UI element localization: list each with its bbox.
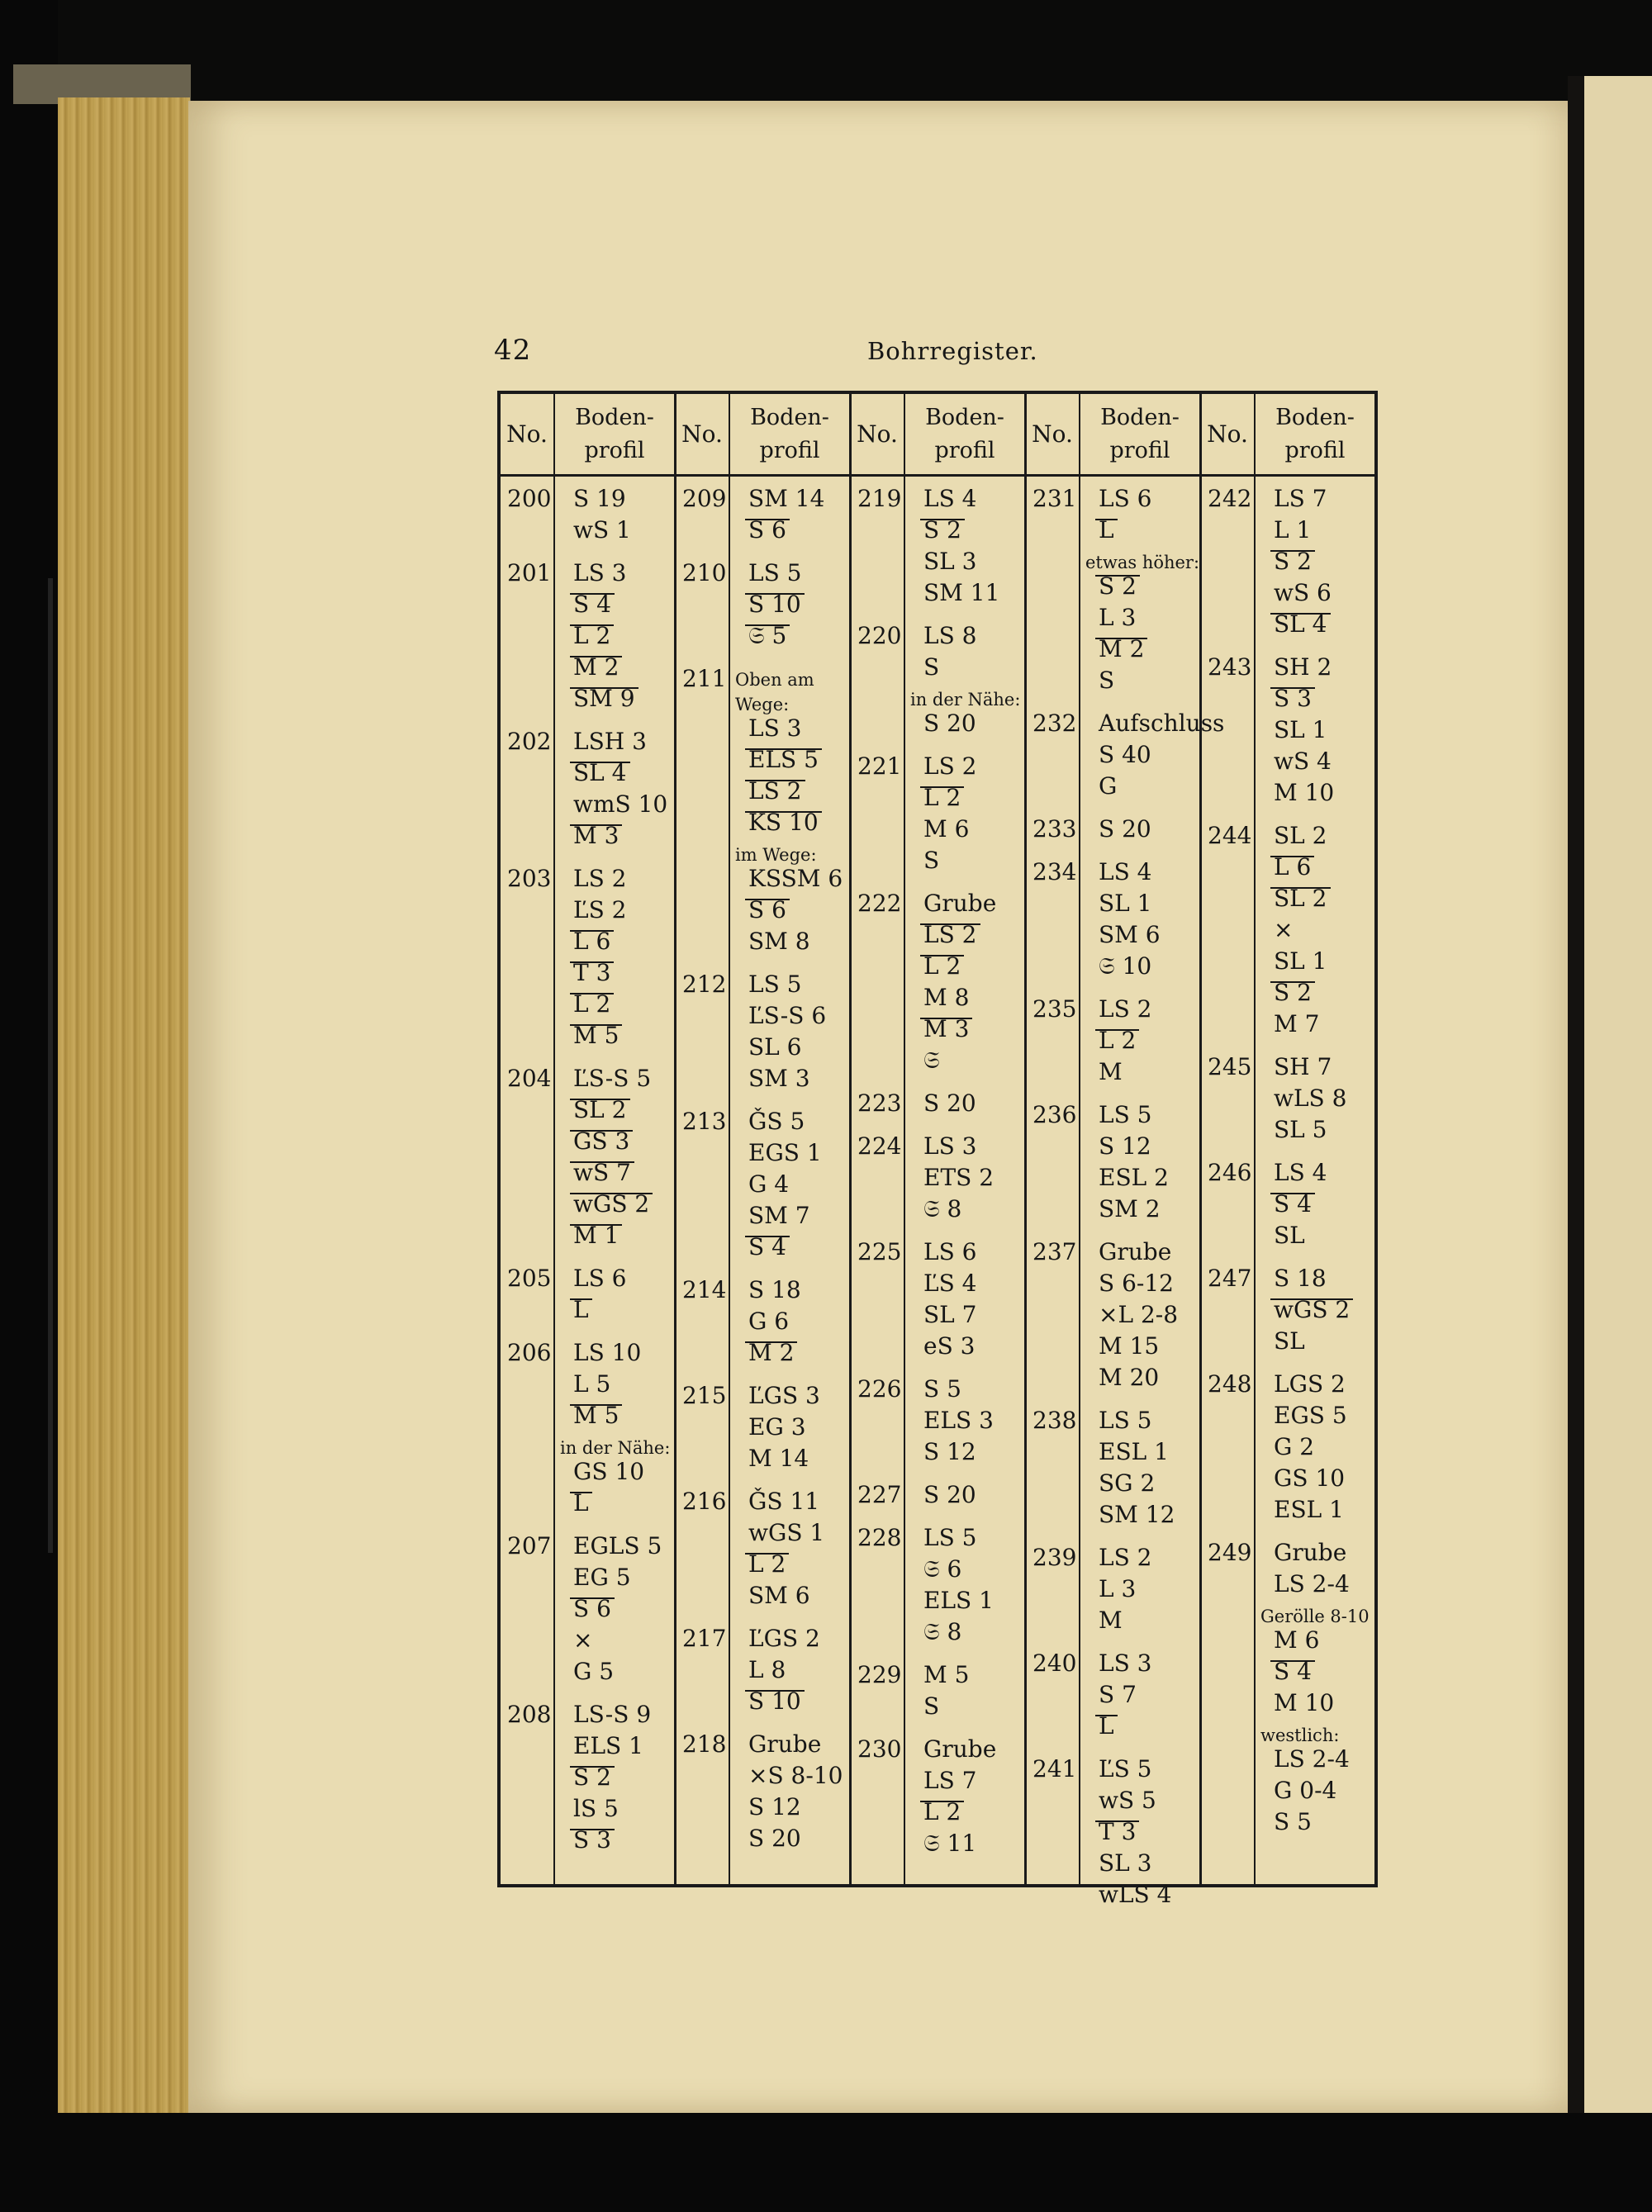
profile-layer: LS 8 [923, 622, 977, 649]
profile-layer: wGS 1 [748, 1519, 825, 1546]
profile-layer: S 20 [923, 1089, 976, 1117]
profile-layer: M 6 [1274, 1626, 1320, 1654]
subcolumn-rule [1079, 394, 1080, 1884]
profile-layer: SL [1274, 1222, 1305, 1249]
profile-layer: SL 6 [748, 1033, 802, 1061]
profile-layer: S 6 [748, 896, 786, 923]
profile-layer: G [1099, 772, 1118, 800]
bore-number: 212 [682, 971, 727, 998]
profile-layer: S 4 [573, 591, 611, 618]
header-profile: Boden- profil [925, 404, 1004, 463]
running-title: Bohrregister. [867, 337, 1038, 365]
profile-note: im Wege: [735, 845, 817, 865]
profile-note: in der Nähe: [910, 690, 1021, 710]
profile-layer: M 7 [1274, 1010, 1320, 1037]
profile-layer: S 2 [1274, 979, 1312, 1006]
bore-number: 225 [857, 1238, 902, 1265]
profile-layer: M [1099, 1058, 1123, 1085]
profile-layer: LS 3 [573, 559, 627, 586]
header-profile: Boden- profil [750, 404, 829, 463]
profile-layer: × [573, 1626, 593, 1654]
profile-note: Oben am [735, 670, 814, 690]
facing-page-edge [1584, 76, 1652, 2116]
profile-layer: LS 2 [1099, 1544, 1152, 1571]
profile-layer: LGS 2 [1274, 1370, 1346, 1398]
profile-layer: LS 5 [748, 971, 802, 998]
profile-layer: ESL 2 [1099, 1164, 1169, 1191]
profile-layer: Grube [748, 1730, 822, 1758]
profile-layer: ǦS 5 [748, 1108, 805, 1135]
profile-layer: M [1099, 1607, 1123, 1634]
profile-layer: L [1099, 516, 1114, 544]
profile-layer: wLS 8 [1274, 1085, 1347, 1112]
profile-layer: 𝔖 11 [923, 1830, 977, 1857]
profile-layer: SM 14 [748, 485, 825, 512]
bore-number: 246 [1208, 1159, 1252, 1186]
profile-layer: LS 4 [1099, 858, 1152, 885]
bore-number: 240 [1032, 1650, 1077, 1677]
bore-number: 218 [682, 1730, 727, 1758]
profile-layer: 𝔖 8 [923, 1618, 962, 1645]
bore-number: 226 [857, 1375, 902, 1403]
bore-number: 234 [1032, 858, 1077, 885]
profile-layer: EG 5 [573, 1564, 631, 1591]
header-profile: Boden- profil [1100, 404, 1180, 463]
profile-layer: 𝔖 5 [748, 622, 787, 649]
subcolumn-rule [1254, 394, 1256, 1884]
bore-number: 233 [1032, 815, 1077, 843]
bore-number: 224 [857, 1132, 902, 1160]
profile-layer: SM 11 [923, 579, 1000, 606]
bore-register-table [497, 391, 1378, 1908]
bore-number: 216 [682, 1488, 727, 1515]
profile-layer: wLS 4 [1099, 1881, 1172, 1908]
profile-layer: SL 4 [573, 759, 627, 786]
profile-layer: S 20 [1099, 815, 1151, 843]
profile-layer: L 2 [923, 952, 961, 980]
profile-layer: M 1 [573, 1222, 620, 1249]
profile-layer: LS 6 [573, 1265, 627, 1292]
profile-layer: L 3 [1099, 1575, 1137, 1602]
profile-layer: LS 2 [1099, 995, 1152, 1023]
profile-layer: S 19 [573, 485, 626, 512]
profile-layer: EGLS 5 [573, 1532, 662, 1559]
profile-layer: L [573, 1296, 589, 1323]
profile-layer: Grube [1274, 1539, 1347, 1566]
profile-layer: S 2 [573, 1763, 611, 1791]
profile-layer: SL 7 [923, 1301, 977, 1328]
profile-layer: M 5 [923, 1661, 970, 1688]
profile-layer: G 6 [748, 1308, 790, 1335]
profile-layer: ĽS 5 [1099, 1755, 1152, 1782]
bore-number: 238 [1032, 1407, 1077, 1434]
profile-layer: L 1 [1274, 516, 1312, 544]
profile-layer: LS 2-4 [1274, 1745, 1350, 1773]
profile-layer: S 4 [748, 1233, 786, 1260]
profile-layer: SL 1 [1099, 890, 1152, 917]
profile-layer: LS 3 [923, 1132, 977, 1160]
profile-layer: KS 10 [748, 809, 819, 836]
profile-layer: LS 4 [923, 485, 977, 512]
profile-layer: S 12 [748, 1793, 801, 1820]
profile-layer: S 6 [573, 1595, 611, 1622]
profile-layer: GS 10 [1274, 1464, 1346, 1492]
profile-layer: wS 4 [1274, 748, 1332, 775]
profile-layer: EGS 1 [748, 1139, 822, 1166]
header-no: No. [1207, 420, 1248, 448]
profile-layer: ELS 1 [923, 1587, 994, 1614]
profile-layer: M 2 [1099, 635, 1145, 662]
profile-layer: LSH 3 [573, 728, 647, 755]
bore-number: 232 [1032, 710, 1077, 737]
bore-number: 208 [507, 1701, 552, 1728]
bore-number: 223 [857, 1089, 902, 1117]
header-no: No. [1032, 420, 1073, 448]
profile-layer: L [573, 1489, 589, 1517]
profile-layer: × [1274, 916, 1294, 943]
profile-layer: LS 10 [573, 1339, 642, 1366]
profile-layer: KSSM 6 [748, 865, 843, 892]
profile-layer: S 12 [923, 1438, 976, 1465]
profile-layer: 𝔖 8 [923, 1195, 962, 1222]
profile-note: etwas höher: [1085, 553, 1200, 572]
profile-layer: S 5 [923, 1375, 961, 1403]
profile-layer: 𝔖 [923, 1047, 940, 1074]
profile-layer: S 10 [748, 591, 801, 618]
header-no: No. [506, 420, 548, 448]
bore-number: 203 [507, 865, 552, 892]
profile-layer: LS-S 9 [573, 1701, 652, 1728]
profile-layer: M 2 [748, 1339, 795, 1366]
profile-layer: wS 5 [1099, 1787, 1156, 1814]
profile-layer: LS 2 [573, 865, 627, 892]
profile-layer: SL [1274, 1327, 1305, 1355]
profile-layer: M 3 [923, 1015, 970, 1042]
profile-layer: LS 7 [1274, 485, 1327, 512]
profile-layer: SG 2 [1099, 1469, 1156, 1497]
profile-layer: eS 3 [923, 1332, 976, 1360]
profile-note: Wege: [735, 695, 790, 714]
profile-layer: wS 7 [573, 1159, 631, 1186]
profile-layer: S [1099, 667, 1115, 694]
profile-layer: L 2 [923, 784, 961, 811]
bore-number: 201 [507, 559, 552, 586]
bore-number: 214 [682, 1276, 727, 1303]
bore-number: 239 [1032, 1544, 1077, 1571]
profile-layer: ×L 2-8 [1099, 1301, 1179, 1328]
bore-number: 230 [857, 1735, 902, 1763]
profile-layer: S 4 [1274, 1658, 1312, 1685]
header-profile: Boden- profil [575, 404, 654, 463]
bore-number: 206 [507, 1339, 552, 1366]
bore-number: 210 [682, 559, 727, 586]
profile-layer: LS 2-4 [1274, 1570, 1350, 1597]
profile-layer: LS 7 [923, 1767, 977, 1794]
profile-layer: ĽS 4 [923, 1270, 977, 1297]
profile-layer: M 3 [573, 822, 620, 849]
profile-layer: S 7 [1099, 1681, 1137, 1708]
profile-layer: M 10 [1274, 1689, 1335, 1716]
bore-number: 204 [507, 1065, 552, 1092]
profile-layer: L 5 [573, 1370, 611, 1398]
profile-layer: L 2 [573, 622, 611, 649]
profile-layer: GS 10 [573, 1458, 645, 1485]
column-rule [849, 394, 852, 1884]
profile-layer: SH 7 [1274, 1053, 1332, 1080]
profile-layer: S 2 [1099, 572, 1137, 600]
profile-layer: S 18 [748, 1276, 801, 1303]
bore-number: 200 [507, 485, 552, 512]
profile-layer: SL 3 [923, 548, 977, 575]
profile-layer: LS 4 [1274, 1159, 1327, 1186]
profile-layer: ELS 1 [573, 1732, 643, 1759]
profile-layer: wGS 2 [1274, 1296, 1351, 1323]
profile-layer: SL 4 [1274, 610, 1327, 638]
bore-number: 229 [857, 1661, 902, 1688]
bore-number: 215 [682, 1382, 727, 1409]
profile-layer: wGS 2 [573, 1190, 650, 1218]
profile-layer: L 6 [573, 928, 611, 955]
subcolumn-rule [553, 394, 555, 1884]
profile-layer: ETS 2 [923, 1164, 995, 1191]
profile-layer: L 3 [1099, 604, 1137, 631]
binding-mark [48, 578, 53, 1553]
profile-layer: SL 2 [573, 1096, 627, 1123]
profile-layer: LS 6 [923, 1238, 977, 1265]
profile-layer: S 6-12 [1099, 1270, 1174, 1297]
bore-number: 222 [857, 890, 902, 917]
profile-layer: S 2 [923, 516, 961, 544]
column-rule [674, 394, 676, 1884]
bore-number: 244 [1208, 822, 1252, 849]
bore-number: 209 [682, 485, 727, 512]
profile-layer: S 4 [1274, 1190, 1312, 1218]
profile-layer: S 2 [1274, 548, 1312, 575]
profile-layer: SL 2 [1274, 822, 1327, 849]
profile-note: Gerölle 8-10 [1260, 1607, 1370, 1626]
profile-layer: SL 1 [1274, 947, 1327, 975]
profile-layer: ESL 1 [1274, 1496, 1344, 1523]
bore-number: 235 [1032, 995, 1077, 1023]
profile-layer: S 20 [923, 1481, 976, 1508]
profile-layer: ĽS-S 6 [748, 1002, 827, 1029]
profile-layer: G 0-4 [1274, 1777, 1337, 1804]
profile-layer: S 20 [748, 1825, 801, 1852]
profile-layer: SM 7 [748, 1202, 810, 1229]
profile-layer: S 5 [1274, 1808, 1312, 1835]
page-number: 42 [494, 334, 532, 367]
bore-number: 202 [507, 728, 552, 755]
profile-layer: S 40 [1099, 741, 1151, 768]
profile-layer: M 5 [573, 1402, 620, 1429]
profile-layer: ĽS 2 [573, 896, 627, 923]
header-no: No. [681, 420, 723, 448]
profile-note: westlich: [1260, 1725, 1340, 1745]
profile-layer: L 2 [1099, 1027, 1137, 1054]
profile-layer: LS 5 [1099, 1407, 1152, 1434]
bore-number: 231 [1032, 485, 1077, 512]
profile-layer: SM 9 [573, 685, 635, 712]
header-no: No. [857, 420, 898, 448]
profile-layer: lS 5 [573, 1795, 619, 1822]
bore-number: 247 [1208, 1265, 1252, 1292]
profile-layer: SM 3 [748, 1065, 810, 1092]
profile-layer: M 14 [748, 1445, 809, 1472]
profile-layer: SH 2 [1274, 653, 1332, 681]
profile-layer: SM 6 [1099, 921, 1161, 948]
profile-layer: Grube [1099, 1238, 1172, 1265]
profile-layer: S 10 [748, 1687, 801, 1715]
bottom-shadow [0, 2113, 1652, 2212]
profile-layer: SM 6 [748, 1582, 810, 1609]
profile-layer: ELS 3 [923, 1407, 994, 1434]
profile-layer: Grube [923, 1735, 997, 1763]
profile-layer: G 2 [1274, 1433, 1315, 1460]
profile-layer: S [923, 847, 940, 874]
page-edges [58, 97, 190, 2113]
bore-number: 236 [1032, 1101, 1077, 1128]
profile-layer: wmS 10 [573, 790, 668, 818]
gutter [1568, 76, 1586, 2116]
profile-layer: S [923, 1692, 940, 1720]
bore-number: 241 [1032, 1755, 1077, 1782]
profile-layer: S 12 [1099, 1132, 1151, 1160]
profile-layer: LS 6 [1099, 485, 1152, 512]
bore-number: 242 [1208, 485, 1252, 512]
profile-layer: L 6 [1274, 853, 1312, 881]
bore-number: 220 [857, 622, 902, 649]
profile-layer: T 3 [573, 959, 611, 986]
profile-layer: M 10 [1274, 779, 1335, 806]
profile-layer: SL 5 [1274, 1116, 1327, 1143]
profile-layer: S [923, 653, 940, 681]
profile-layer: M 5 [573, 1022, 620, 1049]
profile-layer: L 2 [748, 1550, 786, 1578]
profile-layer: S 20 [923, 710, 976, 737]
profile-layer: LS 5 [748, 559, 802, 586]
profile-layer: LS 2 [748, 777, 802, 805]
bore-number: 213 [682, 1108, 727, 1135]
bore-number: 227 [857, 1481, 902, 1508]
profile-note: in der Nähe: [560, 1438, 671, 1458]
bore-number: 217 [682, 1625, 727, 1652]
bore-number: 207 [507, 1532, 552, 1559]
bore-number: 205 [507, 1265, 552, 1292]
bore-number: 248 [1208, 1370, 1252, 1398]
profile-layer: SL 3 [1099, 1849, 1152, 1877]
profile-layer: S 6 [748, 516, 786, 544]
profile-layer: L 2 [923, 1798, 961, 1825]
profile-layer: SL 2 [1274, 885, 1327, 912]
column-rule [1024, 394, 1027, 1884]
column-rule [1199, 394, 1202, 1884]
profile-layer: G 4 [748, 1170, 790, 1198]
subcolumn-rule [729, 394, 730, 1884]
profile-layer: M 8 [923, 984, 970, 1011]
profile-layer: ×S 8-10 [748, 1762, 843, 1789]
profile-layer: ĽGS 2 [748, 1625, 820, 1652]
profile-layer: M 20 [1099, 1364, 1160, 1391]
profile-layer: LS 2 [923, 752, 977, 780]
bore-number: 211 [682, 665, 727, 692]
profile-layer: LS 3 [1099, 1650, 1152, 1677]
profile-layer: SM 2 [1099, 1195, 1161, 1222]
profile-layer: ELS 5 [748, 746, 819, 773]
bore-number: 221 [857, 752, 902, 780]
profile-layer: EGS 5 [1274, 1402, 1347, 1429]
profile-layer: wS 1 [573, 516, 631, 544]
profile-layer: SM 12 [1099, 1501, 1175, 1528]
profile-layer: G 5 [573, 1658, 615, 1685]
profile-layer: S 3 [1274, 685, 1312, 712]
profile-layer: L 8 [748, 1656, 786, 1683]
header-profile: Boden- profil [1275, 404, 1355, 463]
profile-layer: ĽS-S 5 [573, 1065, 652, 1092]
profile-layer: S 18 [1274, 1265, 1327, 1292]
profile-layer: SM 8 [748, 928, 810, 955]
profile-layer: LS 5 [923, 1524, 977, 1551]
profile-layer: LS 5 [1099, 1101, 1152, 1128]
profile-layer: T 3 [1099, 1818, 1137, 1845]
profile-layer: SL 1 [1274, 716, 1327, 743]
profile-layer: L 2 [573, 990, 611, 1018]
bore-number: 243 [1208, 653, 1252, 681]
bore-number: 237 [1032, 1238, 1077, 1265]
profile-layer: GS 3 [573, 1127, 630, 1155]
profile-layer: Aufschluss [1099, 710, 1225, 737]
profile-layer: ĽGS 3 [748, 1382, 820, 1409]
bore-number: 245 [1208, 1053, 1252, 1080]
bore-number: 249 [1208, 1539, 1252, 1566]
profile-layer: wS 6 [1274, 579, 1332, 606]
bore-number: 219 [857, 485, 902, 512]
profile-layer: LS 2 [923, 921, 977, 948]
profile-layer: M 2 [573, 653, 620, 681]
profile-layer: EG 3 [748, 1413, 806, 1441]
profile-layer: Grube [923, 890, 997, 917]
bore-number: 228 [857, 1524, 902, 1551]
profile-layer: M 6 [923, 815, 970, 843]
header-rule [501, 474, 1374, 477]
profile-layer: L [1099, 1712, 1114, 1740]
profile-layer: ESL 1 [1099, 1438, 1169, 1465]
profile-layer: S 3 [573, 1826, 611, 1854]
profile-layer: M 15 [1099, 1332, 1160, 1360]
profile-layer: ǦS 11 [748, 1488, 820, 1515]
profile-layer: LS 3 [748, 714, 802, 742]
profile-layer: 𝔖 6 [923, 1555, 962, 1583]
profile-layer: 𝔖 10 [1099, 952, 1152, 980]
subcolumn-rule [904, 394, 905, 1884]
